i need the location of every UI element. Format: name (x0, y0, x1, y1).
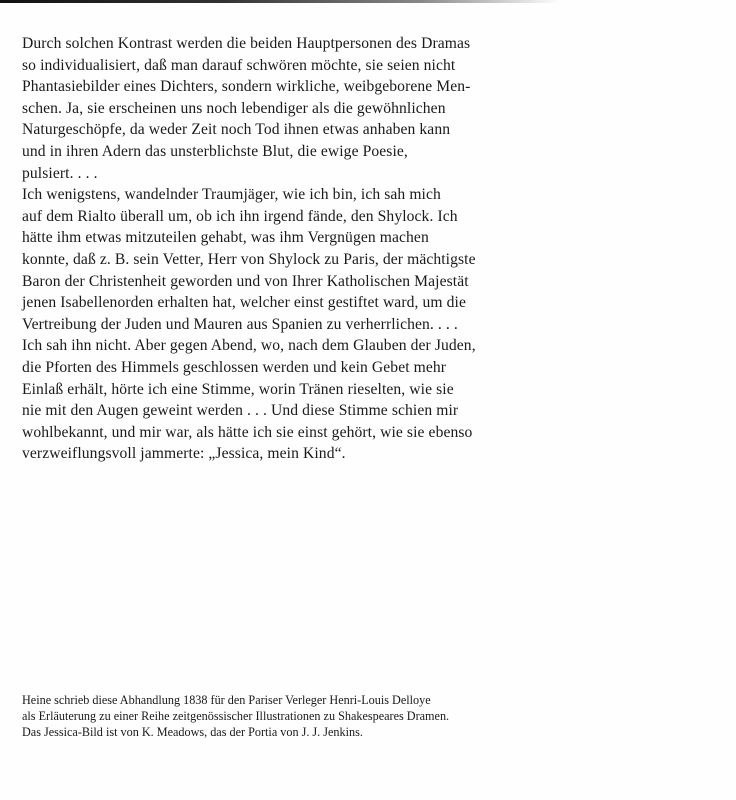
body-line: Vertreibung der Juden und Mauren aus Spanien zu verherrlichen. . . . (22, 315, 458, 333)
body-line: Einlaß erhält, hörte ich eine Stimme, worin Tränen rieselten, wie sie (22, 380, 454, 398)
body-line: Durch solchen Kontrast werden die beiden Hauptpersonen des Dramas (22, 35, 471, 52)
caption-line: als Erläuterung zu einer Reihe zeitgenössischer Illustrationen zu Shakespeares Dramen. (22, 709, 450, 723)
body-line: die Pforten des Himmels geschlossen werden und kein Gebet mehr (22, 358, 447, 376)
body-line: verzweiflungsvoll jammerte: „Jessica, mein Kind“. (22, 445, 346, 463)
body-line: Baron der Christenheit geworden und von Ihrer Katholischen Majestät (22, 272, 469, 290)
body-line: auf dem Rialto überall um, ob ich ihn irgend fände, den Shylock. Ich (22, 207, 458, 225)
body-line: wohlbekannt, und mir war, als hätte ich sie einst gehört, wie sie ebenso (22, 423, 473, 441)
body-line: konnte, daß z. B. sein Vetter, Herr von Shylock zu Paris, der mächtigste (22, 250, 476, 268)
body-line: pulsiert. . . . (22, 164, 98, 182)
body-line: Ich sah ihn nicht. Aber gegen Abend, wo, nach dem Glauben der Juden, (22, 337, 476, 355)
caption-line: Das Jessica-Bild ist von K. Meadows, das der Portia von J. J. Jenkins. (22, 725, 363, 739)
body-line: nie mit den Augen geweint werden . . . Und diese Stimme schien mir (22, 402, 459, 420)
body-text (22, 33, 542, 465)
body-line: so individualisiert, daß man darauf schwören möchte, sie seien nicht (22, 56, 456, 74)
body-line: jenen Isabellenorden erhalten hat, welcher einst gestiftet ward, um die (22, 294, 466, 312)
caption (22, 692, 702, 740)
body-line: Ich wenigstens, wandelnder Traumjäger, wie ich bin, ich sah mich (22, 186, 441, 204)
scan-top-edge (0, 0, 560, 3)
body-line: und in ihren Adern das unsterblichste Blut, die ewige Poesie, (22, 142, 408, 160)
body-line: Phantasiebilder eines Dichters, sondern wirkliche, weibgeborene Men- (22, 78, 471, 96)
body-line: schen. Ja, sie erscheinen uns noch lebendiger als die gewöhnlichen (22, 99, 446, 117)
caption-line: Heine schrieb diese Abhandlung 1838 für den Pariser Verleger Henri-Louis Delloye (22, 693, 431, 707)
body-line: hätte ihm etwas mitzuteilen gehabt, was ihm Vergnügen machen (22, 229, 429, 247)
body-line: Naturgeschöpfe, da weder Zeit noch Tod ihnen etwas anhaben kann (22, 121, 451, 139)
